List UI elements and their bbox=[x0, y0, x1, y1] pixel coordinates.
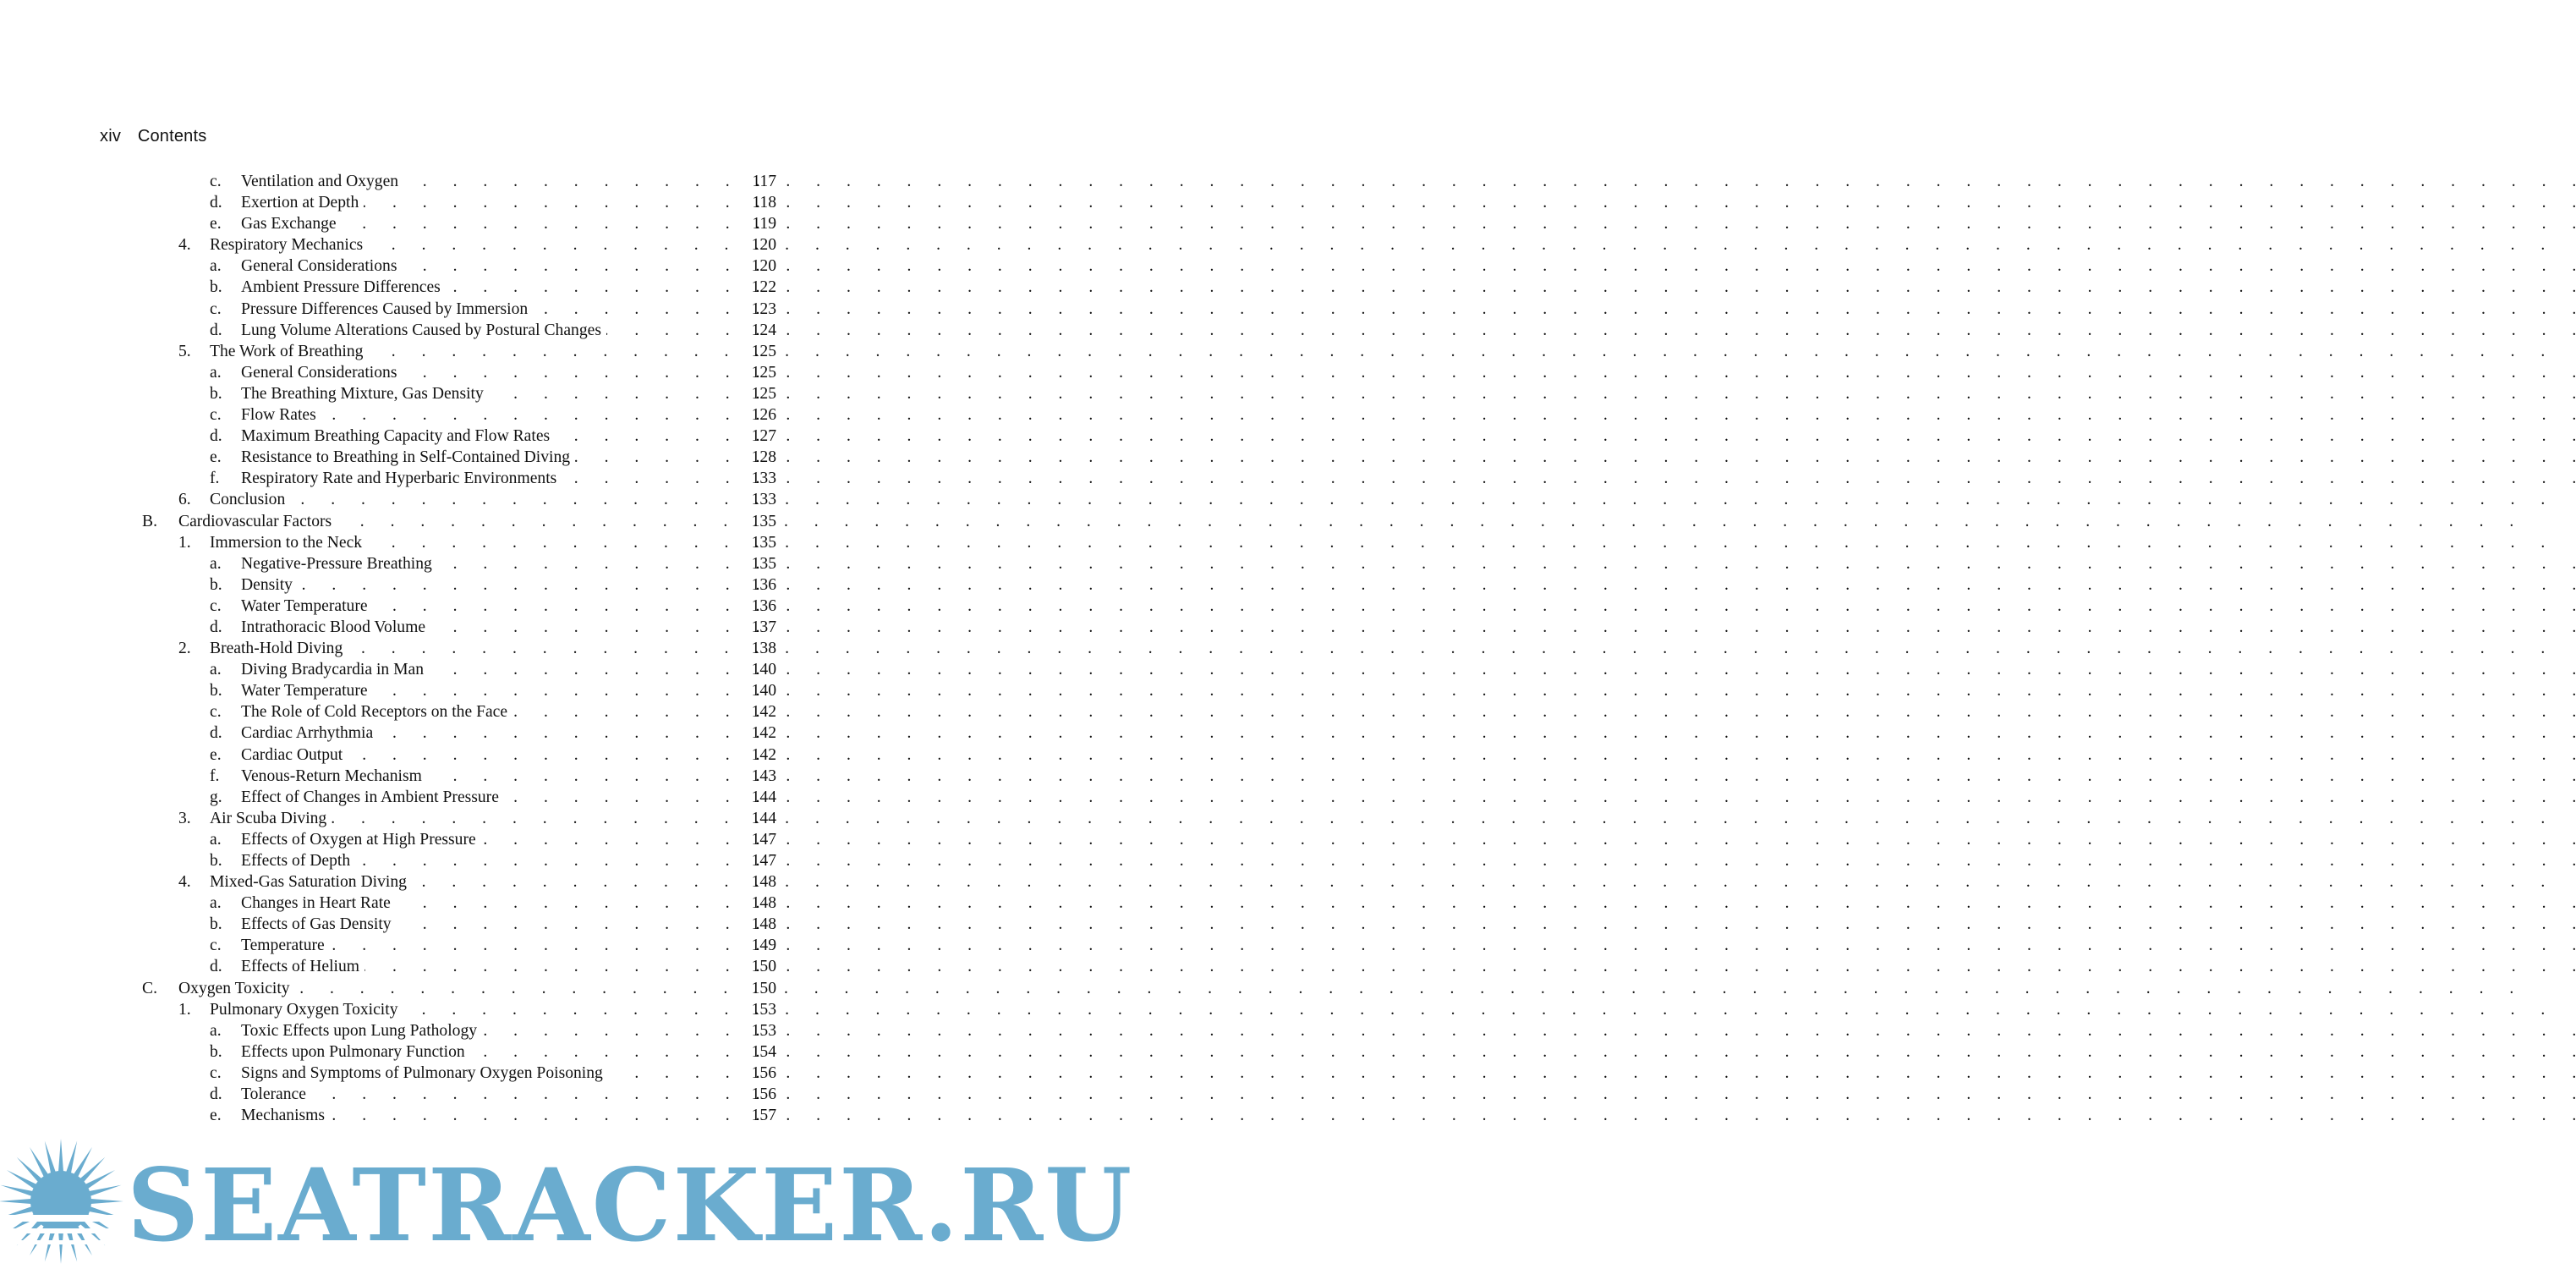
toc-entry-label: 6. bbox=[178, 491, 191, 509]
toc-entry-page: 144 bbox=[751, 809, 776, 827]
toc-entry-label: B. bbox=[142, 512, 157, 530]
toc-entry-title bbox=[241, 659, 736, 680]
toc-entry-title bbox=[241, 255, 736, 277]
toc-entry-title bbox=[241, 299, 736, 320]
toc-entry-title-text: Toxic Effects upon Lung Pathology bbox=[241, 1022, 482, 1040]
toc-entry bbox=[0, 171, 888, 192]
toc-entry-title-text: Density bbox=[241, 576, 298, 594]
toc-entry-title-text: Ventilation and Oxygen bbox=[241, 173, 403, 190]
toc-entry-label: c. bbox=[210, 1063, 222, 1082]
toc-entry-page: 156 bbox=[751, 1085, 776, 1104]
toc-entry bbox=[0, 829, 888, 850]
toc-entry-title-text: Respiratory Rate and Hyperbaric Environments bbox=[241, 470, 562, 487]
toc-entry-page: 144 bbox=[751, 788, 776, 806]
toc-entry-page: 127 bbox=[751, 427, 776, 446]
toc-entry bbox=[0, 1063, 888, 1084]
toc-entry-page: 125 bbox=[751, 363, 776, 382]
toc-entry bbox=[0, 532, 888, 553]
toc-entry-title bbox=[241, 722, 736, 744]
table-of-contents bbox=[0, 171, 888, 1126]
toc-entry bbox=[0, 192, 888, 213]
toc-entry-label: c. bbox=[210, 173, 222, 190]
running-head-title: Contents bbox=[137, 127, 207, 146]
toc-entry-title bbox=[241, 192, 736, 213]
toc-entry-page: 148 bbox=[751, 873, 776, 892]
toc-entry-page: 142 bbox=[751, 703, 776, 722]
toc-entry-title bbox=[210, 808, 736, 829]
toc-entry bbox=[0, 299, 888, 320]
toc-entry-label: 1. bbox=[178, 1000, 191, 1019]
toc-entry-title bbox=[210, 489, 736, 510]
toc-entry-title-text: Changes in Heart Rate bbox=[241, 894, 396, 912]
toc-entry-label: 5. bbox=[178, 342, 191, 360]
toc-entry-title bbox=[210, 871, 736, 893]
toc-entry bbox=[0, 638, 888, 659]
toc-entry bbox=[0, 999, 888, 1020]
toc-entry-title bbox=[241, 893, 736, 914]
toc-entry bbox=[0, 808, 888, 829]
toc-entry-title bbox=[178, 511, 736, 532]
toc-entry-title bbox=[241, 935, 736, 956]
toc-entry-title-text: Immersion to the Neck bbox=[210, 534, 367, 552]
toc-entry-title-text: Respiratory Mechanics bbox=[210, 236, 368, 254]
toc-entry-label: 2. bbox=[178, 640, 191, 658]
toc-entry-page: 150 bbox=[751, 958, 776, 976]
toc-entry-label: e. bbox=[210, 448, 222, 467]
toc-entry-title bbox=[241, 171, 736, 192]
toc-entry bbox=[0, 871, 888, 893]
toc-entry-title-text: Pressure Differences Caused by Immersion bbox=[241, 300, 533, 318]
toc-entry-label: 3. bbox=[178, 809, 191, 827]
toc-entry-title-text: Effects of Gas Density bbox=[241, 915, 397, 933]
toc-entry-label: d. bbox=[210, 958, 222, 976]
toc-entry-page: 135 bbox=[751, 554, 776, 573]
toc-entry-label: g. bbox=[210, 788, 222, 806]
toc-entry bbox=[0, 234, 888, 255]
toc-entry-label: 4. bbox=[178, 873, 191, 892]
toc-entry-title bbox=[241, 320, 736, 341]
toc-entry-label: f. bbox=[210, 766, 220, 785]
toc-entry-page: 153 bbox=[751, 1021, 776, 1040]
toc-entry-title-text: The Role of Cold Receptors on the Face bbox=[241, 703, 512, 721]
toc-entry-label: b. bbox=[210, 682, 222, 700]
toc-entry-title-text: Tolerance bbox=[241, 1085, 311, 1103]
toc-entry-title bbox=[241, 426, 736, 447]
toc-entry bbox=[0, 574, 888, 596]
toc-entry-label: c. bbox=[210, 406, 222, 425]
toc-entry-title-text: Signs and Symptoms of Pulmonary Oxygen Poisoning bbox=[241, 1064, 608, 1082]
toc-entry-page: 125 bbox=[751, 342, 776, 360]
toc-entry bbox=[0, 893, 888, 914]
toc-entry bbox=[0, 659, 888, 680]
toc-entry-title-text: Pulmonary Oxygen Toxicity bbox=[210, 1001, 403, 1019]
toc-entry-title bbox=[241, 596, 736, 617]
sun-ray bbox=[0, 1199, 32, 1204]
toc-entry bbox=[0, 1041, 888, 1063]
toc-entry-title-text: Water Temperature bbox=[241, 597, 373, 615]
toc-entry bbox=[0, 978, 888, 999]
toc-entry-title bbox=[210, 341, 736, 362]
toc-entry bbox=[0, 617, 888, 638]
toc-entry-label: d. bbox=[210, 1085, 222, 1104]
toc-entry-title bbox=[210, 234, 736, 255]
toc-entry-page: 137 bbox=[751, 618, 776, 636]
toc-entry-label: d. bbox=[210, 321, 222, 339]
sun-ray bbox=[88, 1185, 122, 1196]
toc-entry-page: 120 bbox=[751, 236, 776, 255]
page-folio: xiv bbox=[100, 127, 122, 146]
toc-entry-label: f. bbox=[210, 470, 220, 488]
toc-entry bbox=[0, 1105, 888, 1126]
toc-entry bbox=[0, 744, 888, 766]
watermark-text: SEATRACKER.RU bbox=[127, 1146, 1134, 1264]
toc-entry bbox=[0, 341, 888, 362]
toc-entry-page: 117 bbox=[752, 173, 776, 190]
toc-entry-title bbox=[241, 766, 736, 787]
toc-entry-title bbox=[241, 1063, 736, 1084]
toc-entry-page: 150 bbox=[751, 979, 776, 997]
toc-entry-title bbox=[241, 553, 736, 574]
toc-entry-title-text: Maximum Breathing Capacity and Flow Rates bbox=[241, 427, 555, 445]
toc-entry-page: 140 bbox=[751, 661, 776, 679]
toc-entry-label: b. bbox=[210, 915, 222, 934]
toc-entry-page: 125 bbox=[751, 384, 776, 403]
toc-entry-label: d. bbox=[210, 427, 222, 446]
toc-entry-page: 126 bbox=[751, 406, 776, 425]
toc-entry bbox=[0, 722, 888, 744]
toc-entry-page: 138 bbox=[751, 640, 776, 658]
toc-entry-title-text: Gas Exchange bbox=[241, 215, 342, 233]
toc-entry-title-text: Mechanisms bbox=[241, 1107, 330, 1124]
toc-entry bbox=[0, 701, 888, 722]
toc-entry-label: 1. bbox=[178, 533, 191, 552]
toc-entry-title-text: The Breathing Mixture, Gas Density bbox=[241, 385, 489, 403]
toc-entry-label: c. bbox=[210, 937, 222, 955]
toc-entry bbox=[0, 468, 888, 489]
toc-entry-title bbox=[241, 829, 736, 850]
toc-entry-label: b. bbox=[210, 278, 222, 297]
toc-entry-title-text: Exertion at Depth bbox=[241, 194, 364, 212]
toc-entry-label: e. bbox=[210, 1107, 222, 1125]
toc-entry bbox=[0, 320, 888, 341]
toc-entry-title bbox=[241, 447, 736, 468]
toc-entry-title bbox=[241, 574, 736, 596]
toc-entry-title bbox=[241, 914, 736, 935]
toc-entry-page: 143 bbox=[751, 766, 776, 785]
toc-entry-title-text: Venous-Return Mechanism bbox=[241, 767, 427, 785]
toc-entry-title bbox=[241, 680, 736, 701]
toc-entry-title-text: Resistance to Breathing in Self-Contained Diving bbox=[241, 448, 575, 466]
toc-entry-label: b. bbox=[210, 384, 222, 403]
toc-entry-page: 135 bbox=[751, 533, 776, 552]
toc-entry bbox=[0, 383, 888, 404]
toc-entry-title-text: Effects of Oxygen at High Pressure bbox=[241, 831, 481, 849]
toc-entry-page: 133 bbox=[751, 491, 776, 509]
toc-entry-title-text: Intrathoracic Blood Volume bbox=[241, 618, 430, 636]
toc-entry-label: d. bbox=[210, 618, 222, 636]
toc-entry-title-text: Oxygen Toxicity bbox=[178, 980, 295, 997]
toc-entry-title-text: Flow Rates bbox=[241, 406, 321, 424]
toc-entry-page: 119 bbox=[752, 215, 776, 233]
sun-ray bbox=[45, 1141, 56, 1175]
toc-entry-title bbox=[241, 850, 736, 871]
toc-entry bbox=[0, 404, 888, 426]
toc-entry-title-text: Conclusion bbox=[210, 491, 290, 508]
toc-entry-label: c. bbox=[210, 703, 222, 722]
toc-entry-title bbox=[241, 468, 736, 489]
running-head bbox=[100, 127, 206, 146]
toc-entry-page: 136 bbox=[751, 596, 776, 615]
toc-entry-title-text: The Work of Breathing bbox=[210, 343, 368, 360]
toc-entry-label: b. bbox=[210, 575, 222, 594]
toc-entry-page: 154 bbox=[751, 1042, 776, 1061]
toc-entry-label: d. bbox=[210, 724, 222, 743]
toc-entry bbox=[0, 447, 888, 468]
toc-entry-title-text: Temperature bbox=[241, 937, 330, 954]
toc-entry-title bbox=[241, 213, 736, 234]
toc-entry-label: e. bbox=[210, 215, 222, 233]
toc-entry-label: 4. bbox=[178, 236, 191, 255]
toc-entry-page: 153 bbox=[751, 1000, 776, 1019]
toc-entry-title-text: Air Scuba Diving bbox=[210, 810, 332, 827]
sun-ray bbox=[66, 1141, 77, 1175]
toc-entry bbox=[0, 553, 888, 574]
toc-entry-title-text: Mixed-Gas Saturation Diving bbox=[210, 873, 412, 891]
toc-entry bbox=[0, 914, 888, 935]
sun-logo-icon bbox=[0, 1134, 129, 1269]
toc-entry-label: a. bbox=[210, 1021, 222, 1040]
toc-entry-title bbox=[241, 404, 736, 426]
toc-entry-title-text: Lung Volume Alterations Caused by Postural Changes bbox=[241, 321, 606, 339]
toc-entry bbox=[0, 1084, 888, 1105]
toc-entry-page: 124 bbox=[751, 321, 776, 339]
toc-entry-page: 140 bbox=[751, 682, 776, 700]
toc-entry-title-text: Diving Bradycardia in Man bbox=[241, 661, 429, 678]
toc-entry bbox=[0, 426, 888, 447]
toc-entry bbox=[0, 213, 888, 234]
toc-entry bbox=[0, 362, 888, 383]
toc-entry-title bbox=[241, 956, 736, 977]
toc-entry bbox=[0, 511, 888, 532]
toc-entry-label: a. bbox=[210, 894, 222, 913]
toc-entry-label: b. bbox=[210, 852, 222, 870]
toc-entry-page: 148 bbox=[751, 915, 776, 934]
toc-entry-page: 122 bbox=[751, 278, 776, 297]
toc-entry-title bbox=[241, 701, 736, 722]
toc-entry-page: 136 bbox=[751, 575, 776, 594]
toc-entry bbox=[0, 277, 888, 298]
toc-entry-page: 142 bbox=[751, 724, 776, 743]
toc-entry-label: b. bbox=[210, 1042, 222, 1061]
toc-entry-page: 120 bbox=[751, 257, 776, 276]
toc-entry-page: 135 bbox=[751, 512, 776, 530]
toc-entry bbox=[0, 935, 888, 956]
toc-entry-title bbox=[210, 532, 736, 553]
toc-entry-title bbox=[241, 1020, 736, 1041]
sun-ray bbox=[58, 1139, 63, 1173]
toc-entry bbox=[0, 489, 888, 510]
toc-entry-label: c. bbox=[210, 596, 222, 615]
toc-entry-title-text: Negative-Pressure Breathing bbox=[241, 555, 437, 573]
toc-entry-title-text: Effects upon Pulmonary Function bbox=[241, 1043, 470, 1061]
toc-entry-label: a. bbox=[210, 257, 222, 276]
toc-entry-page: 147 bbox=[751, 830, 776, 849]
toc-entry-page: 133 bbox=[751, 470, 776, 488]
toc-entry-label: a. bbox=[210, 661, 222, 679]
watermark bbox=[0, 1134, 1134, 1269]
toc-entry-page: 147 bbox=[751, 852, 776, 870]
toc-entry-title-text: General Considerations bbox=[241, 257, 402, 275]
toc-entry-title-text: Effects of Depth bbox=[241, 852, 355, 870]
toc-entry-title bbox=[241, 744, 736, 766]
toc-entry-title bbox=[241, 362, 736, 383]
toc-entry-label: c. bbox=[210, 299, 222, 318]
toc-entry-page: 149 bbox=[751, 937, 776, 955]
toc-entry-page: 156 bbox=[751, 1063, 776, 1082]
toc-entry-title-text: General Considerations bbox=[241, 364, 402, 382]
toc-entry-title-text: Water Temperature bbox=[241, 682, 373, 700]
toc-entry-label: C. bbox=[142, 979, 157, 997]
toc-entry-page: 123 bbox=[751, 299, 776, 318]
toc-entry-title bbox=[210, 999, 736, 1020]
toc-entry-title-text: Cardiovascular Factors bbox=[178, 513, 337, 530]
toc-entry-title bbox=[241, 1084, 736, 1105]
toc-entry-title-text: Cardiac Arrhythmia bbox=[241, 724, 378, 742]
toc-entry-label: d. bbox=[210, 194, 222, 212]
sun-ray bbox=[90, 1199, 123, 1204]
toc-entry bbox=[0, 956, 888, 977]
toc-entry-page: 128 bbox=[751, 448, 776, 467]
toc-entry bbox=[0, 255, 888, 277]
toc-entry-title-text: Breath-Hold Diving bbox=[210, 640, 348, 657]
toc-entry-title bbox=[241, 383, 736, 404]
toc-entry-title bbox=[210, 638, 736, 659]
toc-entry bbox=[0, 596, 888, 617]
toc-entry-page: 157 bbox=[751, 1107, 776, 1125]
toc-entry-title bbox=[178, 978, 736, 999]
toc-entry-label: a. bbox=[210, 554, 222, 573]
toc-entry-title bbox=[241, 1105, 736, 1126]
toc-entry bbox=[0, 766, 888, 787]
toc-entry-label: e. bbox=[210, 745, 222, 764]
toc-entry-page: 148 bbox=[751, 894, 776, 913]
sun-ray bbox=[1, 1185, 35, 1196]
toc-entry bbox=[0, 1020, 888, 1041]
toc-entry-title-text: Effect of Changes in Ambient Pressure bbox=[241, 788, 504, 806]
toc-entry-page: 142 bbox=[751, 745, 776, 764]
toc-entry bbox=[0, 850, 888, 871]
toc-entry-label: a. bbox=[210, 363, 222, 382]
toc-entry-title-text: Cardiac Output bbox=[241, 746, 348, 764]
toc-entry-title bbox=[241, 1041, 736, 1063]
toc-entry-title-text: Effects of Helium bbox=[241, 958, 364, 975]
toc-entry-page: 118 bbox=[752, 194, 776, 212]
toc-entry-title-text: Ambient Pressure Differences bbox=[241, 278, 446, 296]
toc-entry-label: a. bbox=[210, 830, 222, 849]
toc-entry bbox=[0, 680, 888, 701]
toc-entry-title bbox=[241, 277, 736, 298]
sun-ray bbox=[58, 1230, 63, 1264]
toc-entry-title bbox=[241, 787, 736, 808]
toc-entry bbox=[0, 787, 888, 808]
toc-entry-title bbox=[241, 617, 736, 638]
